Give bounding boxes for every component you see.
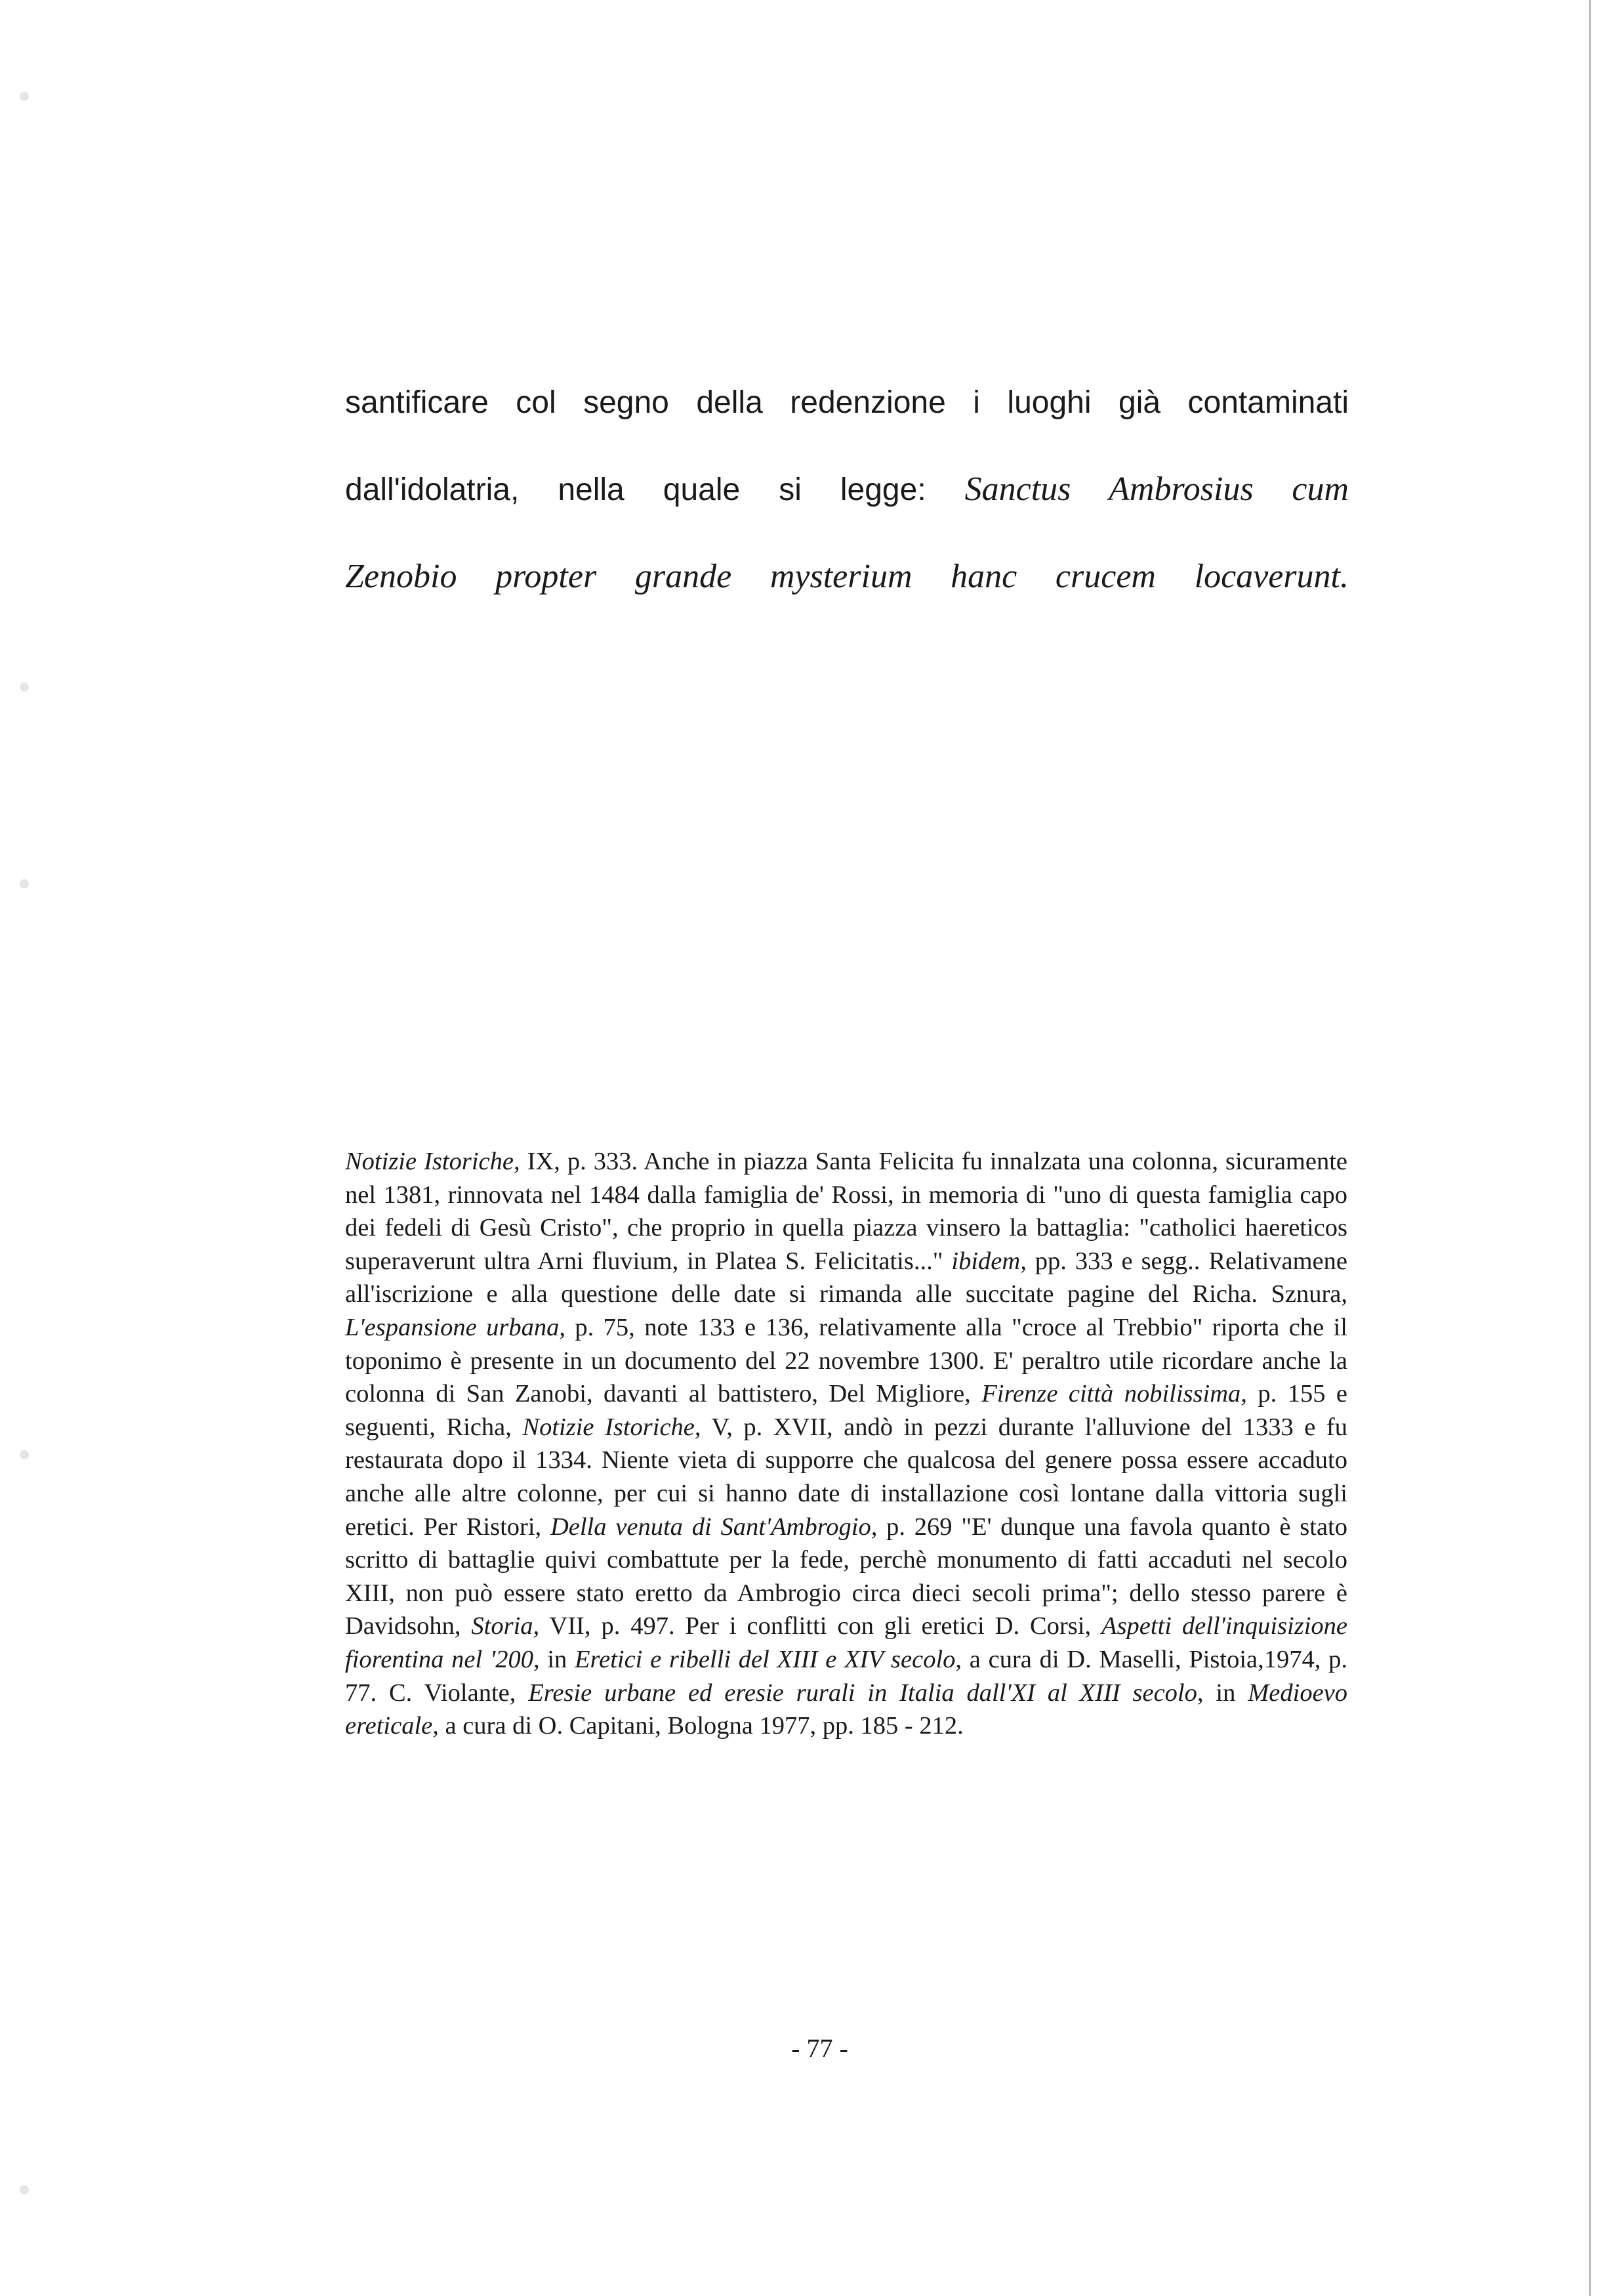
main-line-2-latin: Sanctus Ambrosius cum bbox=[964, 470, 1349, 508]
footnote-text: in bbox=[1203, 1679, 1248, 1707]
footnote-text: V, p. XVII, andò in pezzi durante l'alluvione del 1333 e fu restaurata dopo il 1334. Niente vieta di supporre che qualcosa del genere possa essere accaduto anche alle altre colonne, per cui si hanno date di installazione così lontane dalla vittoria sugli eretici. Per Ristori, bbox=[345, 1413, 1347, 1541]
page-number: - 77 - bbox=[791, 2034, 848, 2063]
footnote-text: IX, p. 333. Anche in piazza Santa Felicita fu innalzata una colonna, sicuramente nel 1381, rinnovata nel 1484 dalla famiglia de' Rossi, in memoria di "uno di questa famiglia capo dei fedeli di Gesù Cristo", che proprio in quella piazza vinsero la battaglia: "catholici haereticos superaverunt ultra Arni fluvium, in Platea S. Felicitatis..." bbox=[345, 1148, 1347, 1275]
footnote bbox=[345, 1145, 1347, 1743]
binding-hole bbox=[20, 879, 29, 888]
footnote-citation-title: ibidem, bbox=[951, 1247, 1027, 1275]
footnote-text: a cura di O. Capitani, Bologna 1977, pp. 185 - 212. bbox=[438, 1712, 964, 1740]
footnote-text: p. 75, note 133 e 136, relativamente alla "croce al Trebbio" riporta che il toponimo è presente in un documento del 22 novembre 1300. E' peraltro utile ricordare anche la colonna di San Zanobi, davanti al battistero, Del Migliore, bbox=[345, 1313, 1347, 1408]
footnote-text: pp. 333 e segg.. Relativamene all'iscrizione e alla questione delle date si rimanda alle succitate pagine del Richa. Sznura, bbox=[345, 1247, 1347, 1308]
footnote-citation-title: Medioevo ereticale, bbox=[345, 1679, 1348, 1740]
footnote-text: a cura di D. Maselli, Pistoia,1974, p. 77. C. Violante, bbox=[345, 1645, 1348, 1707]
footnote-text: VII, p. 497. Per i conflitti con gli eretici D. Corsi, bbox=[539, 1612, 1102, 1640]
main-paragraph bbox=[345, 360, 1349, 621]
footnote-citation-title: Della venuta di Sant'Ambrogio, bbox=[550, 1513, 878, 1541]
footnote-citation-title: L'espansione urbana, bbox=[345, 1313, 565, 1341]
binding-hole bbox=[20, 682, 29, 692]
footnote-text: p. 155 e seguenti, Richa, bbox=[345, 1380, 1347, 1441]
footnote-citation-title: Storia, bbox=[471, 1612, 540, 1640]
binding-hole bbox=[20, 1450, 29, 1459]
latin-inscription: Zenobio propter grande mysterium hanc crucem locaverunt. bbox=[345, 558, 1349, 595]
main-line-3 bbox=[345, 533, 1349, 621]
footnote-text: p. 269 "E' dunque una favola quanto è stato scritto di battaglie quivi combattute per la fede, perchè monumento di fatti accaduti nel secolo XIII, non può essere stato eretto da Ambrogio circa dieci secoli prima"; dello stesso parere è Davidsohn, bbox=[345, 1513, 1347, 1640]
footnote-citation-title: Firenze città nobilissima, bbox=[981, 1380, 1247, 1408]
footnote-text: in bbox=[539, 1645, 575, 1673]
main-line-1: santificare col segno della redenzione i luoghi già contaminati bbox=[345, 385, 1349, 420]
binding-hole bbox=[20, 2185, 29, 2194]
footnote-citation-title: Notizie Istoriche, bbox=[522, 1413, 701, 1441]
footnote-citation-title: Notizie Istoriche, bbox=[345, 1148, 520, 1175]
binding-hole bbox=[20, 92, 29, 101]
footnote-citation-title: Eresie urbane ed eresie rurali in Italia dall'XI al XIII secolo, bbox=[528, 1679, 1204, 1707]
footnote-citation-title: Eretici e ribelli del XIII e XIV secolo, bbox=[575, 1645, 962, 1673]
main-line-2-plain: dall'idolatria, nella quale si legge: bbox=[345, 472, 965, 507]
footnote-citation-title: Aspetti dell'inquisizione fiorentina nel '200, bbox=[345, 1612, 1347, 1673]
page-edge bbox=[1589, 0, 1591, 2296]
main-line-2 bbox=[345, 446, 1349, 533]
